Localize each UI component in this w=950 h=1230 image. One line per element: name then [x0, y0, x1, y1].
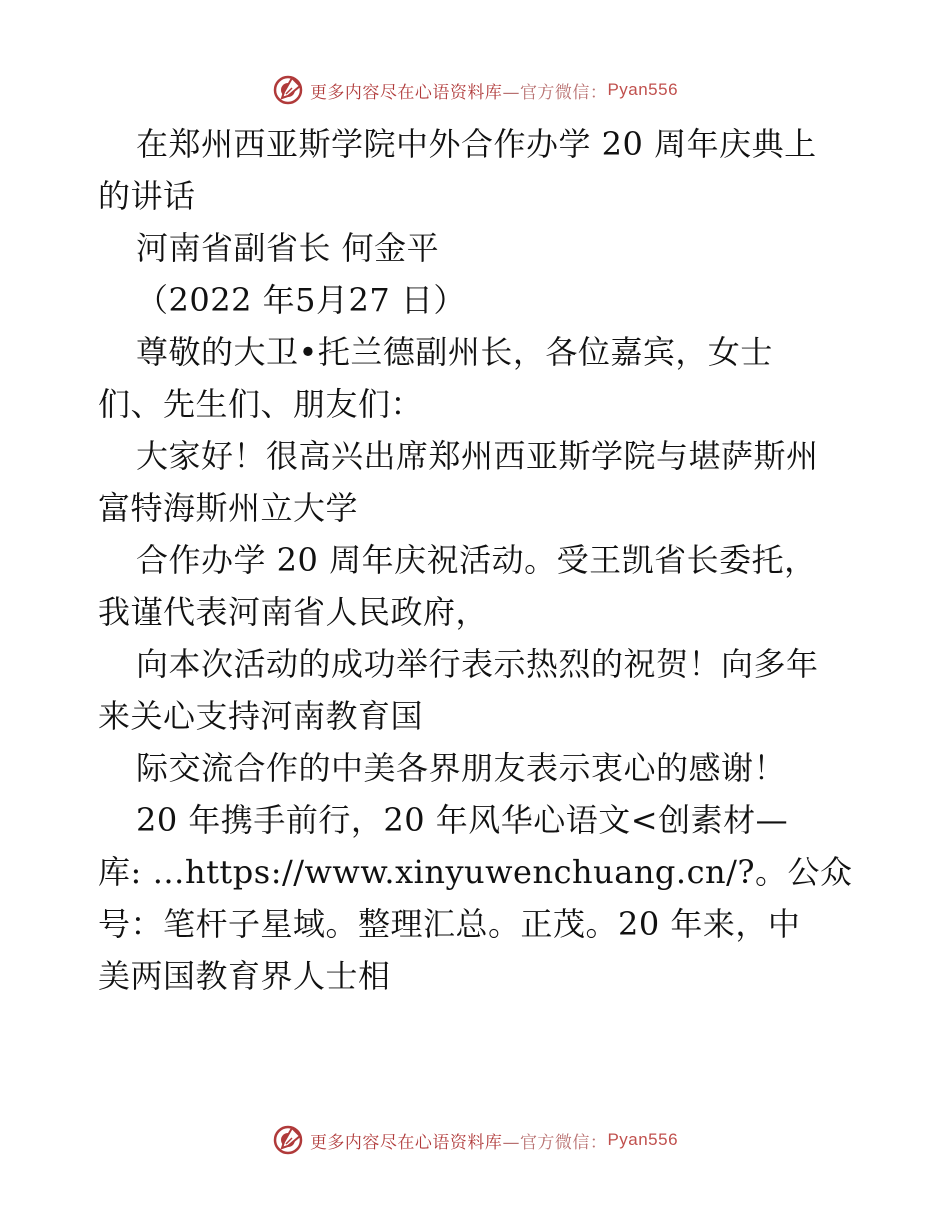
text-line: 号：笔杆子星域。整理汇总。正茂。20 年来，中: [98, 905, 801, 943]
text-line: 河南省副省长 何金平: [136, 229, 440, 267]
watermark-contact-text: —官方微信：: [502, 82, 608, 103]
text-line: 合作办学 20 周年庆祝活动。受王凯省长委托，: [136, 541, 817, 579]
watermark-contact-text: —官方微信：: [502, 1132, 608, 1153]
text-line: 大家好！很高兴出席郑州西亚斯学院与堪萨斯州: [136, 437, 819, 475]
text-line: 来关心支持河南教育国: [98, 697, 424, 735]
document-body: [98, 118, 858, 1002]
text-line: 库: …https://www.xinyuwenchuang.cn/?。公众: [98, 853, 853, 891]
text-line: 们、先生们、朋友们：: [98, 385, 424, 423]
watermark-wechat-id: Pyan556: [607, 1130, 679, 1149]
text-line: 向本次活动的成功举行表示热烈的祝贺！向多年: [136, 645, 819, 683]
text-line: 际交流合作的中美各界朋友表示衷心的感谢！: [136, 749, 787, 787]
text-line: 我谨代表河南省人民政府，: [98, 593, 489, 631]
text-line: 尊敬的大卫•托兰德副州长，各位嘉宾，女士: [136, 333, 773, 371]
text-line: 在郑州西亚斯学院中外合作办学 20 周年庆典上: [136, 125, 817, 163]
text-line: 的讲话: [98, 177, 196, 215]
watermark-main-text: 更多内容尽在心语资料库: [309, 1132, 503, 1153]
pen-logo-icon: [272, 74, 304, 106]
header-watermark: [0, 70, 950, 110]
text-line: 20 年携手前行，20 年风华心语文<创素材—: [136, 801, 789, 839]
text-line: 美两国教育界人士相: [98, 957, 391, 995]
watermark-main-text: 更多内容尽在心语资料库: [309, 82, 503, 103]
pen-logo-icon: [272, 1124, 304, 1156]
footer-watermark: [0, 1120, 950, 1160]
text-line: 富特海斯州立大学: [98, 489, 359, 527]
text-line: （2022 年5月27 日）: [136, 281, 466, 319]
watermark-wechat-id: Pyan556: [607, 80, 679, 99]
